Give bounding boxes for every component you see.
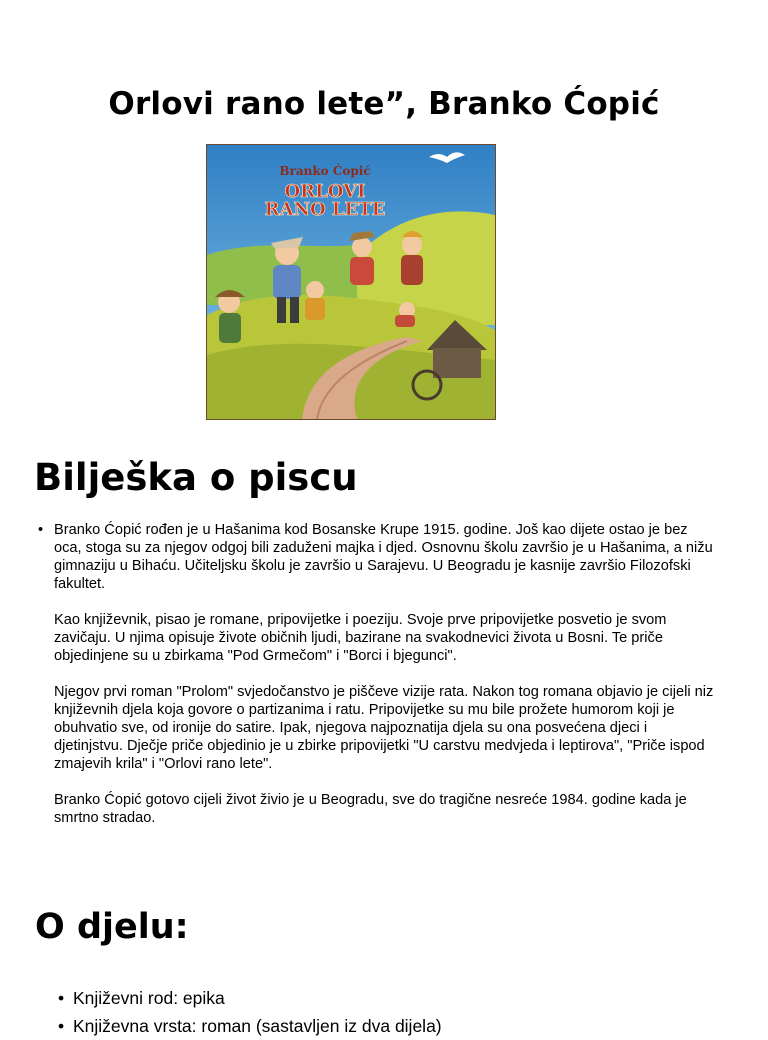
- work-list: [58, 984, 738, 1040]
- section-heading-bio: Bilješka o piscu: [34, 456, 358, 499]
- list-item: [38, 521, 718, 827]
- bullet-icon: •: [38, 522, 44, 538]
- cover-title-line1: ORLOVI: [284, 181, 366, 202]
- list-item: [58, 984, 738, 1012]
- bio-list: [38, 521, 718, 845]
- bio-paragraph: Njegov prvi roman "Prolom" svjedočanstvo je piščeve vizije rata. Nakon tog romana objavio je cijeli niz književnih djela koja govore o partizanima i ratu. Pripovijetke su mu bile prožete humorom koji je obuhvatio sve, od ironije do satire. Ipak, njegova najpoznatija djela su ona posvećena djeci i djetinjstvu. Dječje priče objedinio je u zbirke pripovijetki "U carstvu medvjeda i leptirova", "Priče ispod zmajevih krila" i "Orlovi rano lete".: [54, 684, 714, 772]
- bio-paragraph: Branko Ćopić gotovo cijeli život živio je u Beogradu, sve do tragične nesreće 1984. godine kada je smrtno stradao.: [54, 792, 687, 826]
- bullet-icon: •: [58, 1016, 65, 1036]
- section-heading-work: O djelu:: [35, 907, 189, 947]
- bio-paragraph: Kao književnik, pisao je romane, pripovijetke i poeziju. Svoje prve pripovijetke posvetio je svom zavičaju. U njima opisuje živote običnih ljudi, bazirane na svakodnevici života u Bosni. Te priče objedinjene su u zbirkama "Pod Grmečom" i "Borci i bjegunci".: [54, 612, 667, 664]
- cover-author: Branko Ćopić: [279, 164, 371, 178]
- list-item: [58, 1012, 738, 1040]
- cover-title-line2: RANO LETE: [264, 199, 386, 220]
- bio-paragraph: Branko Ćopić rođen je u Hašanima kod Bosanske Krupe 1915. godine. Još kao dijete ostao je bez oca, stoga su za njegov odgoj bili zaduženi majka i djed. Osnovnu školu završio je u Hašanima, a nižu gimnaziju u Bihaću. Učiteljsku školu je završio u Sarajevu. U Beogradu je kasnije završio Filozofski fakultet.: [54, 522, 713, 592]
- page-title: Orlovi rano lete”, Branko Ćopić: [108, 86, 660, 122]
- book-cover-image: [206, 144, 496, 420]
- work-item-text: Književni rod: epika: [73, 988, 225, 1008]
- bullet-icon: •: [58, 988, 65, 1008]
- work-item-text: Književna vrsta: roman (sastavljen iz dva dijela): [73, 1016, 442, 1036]
